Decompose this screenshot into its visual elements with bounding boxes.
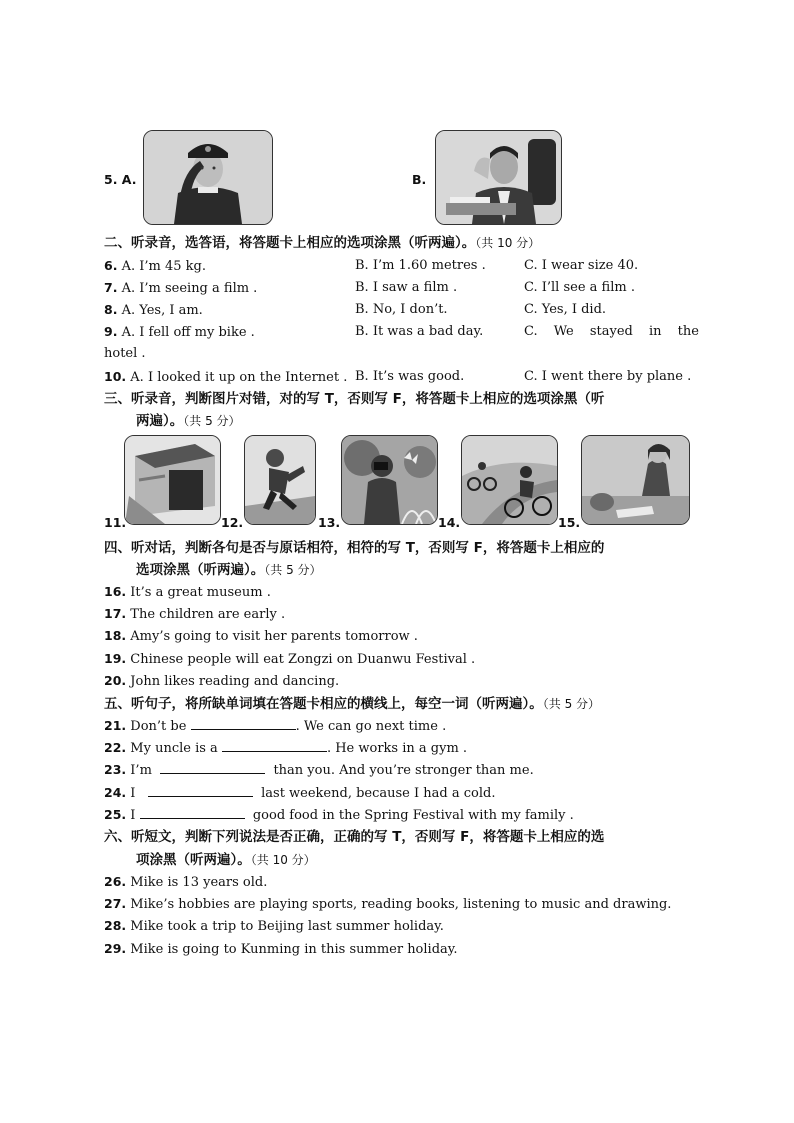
question-8-option-b: B. No, I don’t.	[355, 302, 448, 317]
option-a: A. I fell off my bike .	[121, 325, 255, 340]
question-number: 25.	[104, 807, 127, 822]
statement-16	[104, 583, 271, 602]
section-4-heading-line2	[136, 560, 322, 580]
section-6-title-line2: 项涂黑（听两遍）。	[136, 852, 251, 868]
section-2-heading	[104, 233, 540, 253]
statement-text: Mike’s hobbies are playing sports, reading books, listening to music and drawing.	[130, 897, 672, 912]
statement-text: Mike took a trip to Beijing last summer holiday.	[130, 919, 444, 934]
picture-label-15: 15.	[558, 515, 581, 530]
answer-blank[interactable]	[148, 784, 253, 797]
sentence-before: Don’t be	[130, 719, 187, 734]
question-9-option-c: C. We stayed in the	[524, 324, 699, 339]
answer-blank[interactable]	[160, 761, 265, 774]
section-5-points: （共 5 分）	[542, 697, 601, 711]
question-8-option-c: C. Yes, I did.	[524, 302, 607, 317]
section-3-points: （共 5 分）	[183, 414, 241, 428]
statement-text: It’s a great museum .	[130, 585, 271, 600]
section-4-points: （共 5 分）	[264, 563, 322, 577]
section-3-heading-line2	[136, 411, 241, 431]
question-number: 17.	[104, 606, 127, 621]
statement-18	[104, 627, 418, 646]
section-6-title: 六、听短文，判断下列说法是否正确，正确的写 T，否则写 F，将答题卡上相应的选	[104, 829, 605, 845]
question-number: 26.	[104, 874, 127, 889]
question-number: 24.	[104, 785, 127, 800]
running-boy-image	[244, 435, 316, 525]
police-officer-saluting-image	[143, 130, 273, 225]
q5-option-a-label: 5. A.	[104, 172, 137, 187]
statement-19	[104, 650, 475, 669]
statement-29	[104, 940, 458, 959]
sentence-before: I’m	[130, 763, 152, 778]
section-2-title: 二、听录音，选答语，将答题卡上相应的选项涂黑（听两遍）。	[104, 235, 476, 251]
statement-text: Amy’s going to visit her parents tomorrow .	[130, 629, 418, 644]
section-3-title: 三、听录音，判断图片对错，对的写 T，否则写 F，将答题卡上相应的选项涂黑（听	[104, 391, 605, 407]
option-a: A. I looked it up on the Internet .	[130, 370, 348, 385]
statement-17	[104, 605, 285, 624]
statement-text: Chinese people will eat Zongzi on Duanwu Festival .	[130, 652, 476, 667]
option-a: A. Yes, I am.	[121, 303, 203, 318]
picture-label-14: 14.	[438, 515, 461, 530]
sentence-after: than you. And you’re stronger than me.	[273, 763, 534, 778]
question-number: 29.	[104, 941, 127, 956]
question-number: 18.	[104, 628, 127, 643]
question-number: 22.	[104, 740, 127, 755]
sentence-before: My uncle is a	[130, 741, 218, 756]
statement-text: The children are early .	[130, 607, 286, 622]
question-number: 27.	[104, 896, 127, 911]
question-9	[104, 323, 255, 342]
question-number: 28.	[104, 918, 127, 933]
fill-blank-24	[104, 784, 495, 803]
section-3-title-line2: 两遍）。	[136, 413, 184, 429]
question-6-option-b: B. I’m 1.60 metres .	[355, 258, 486, 273]
sentence-after: last weekend, because I had a cold.	[261, 786, 496, 801]
sentence-before: I	[130, 786, 136, 801]
station-building-image	[124, 435, 221, 525]
question-6-option-c: C. I wear size 40.	[524, 258, 639, 273]
girl-drawing-image	[581, 435, 690, 525]
section-5-title: 五、听句子，将所缺单词填在答题卡相应的横线上，每空一词（听两遍）。	[104, 696, 543, 712]
statement-20	[104, 672, 339, 691]
fill-blank-25	[104, 806, 574, 825]
sentence-before: I	[130, 808, 136, 823]
section-6-heading-line2	[136, 850, 316, 870]
sentence-after: good food in the Spring Festival with my family .	[252, 808, 574, 823]
section-6-points: （共 10 分）	[250, 853, 316, 867]
question-number: 16.	[104, 584, 127, 599]
fill-blank-22	[104, 739, 467, 758]
statement-28	[104, 917, 444, 936]
option-a: A. I’m 45 kg.	[121, 259, 206, 274]
option-a: A. I’m seeing a film .	[121, 281, 258, 296]
section-4-title-line2: 选项涂黑（听两遍）。	[136, 562, 265, 578]
boy-camera-butterfly-image	[341, 435, 438, 525]
question-7-option-b: B. I saw a film .	[355, 280, 458, 295]
question-9-option-b: B. It was a bad day.	[355, 324, 484, 339]
section-2-points: （共 10 分）	[475, 236, 541, 250]
question-10	[104, 368, 347, 387]
answer-blank[interactable]	[140, 806, 245, 819]
question-number: 23.	[104, 762, 127, 777]
q5-option-b-label: B.	[412, 172, 427, 187]
statement-27	[104, 895, 671, 914]
fill-blank-23	[104, 761, 534, 780]
question-8	[104, 301, 203, 320]
picture-label-12: 12.	[221, 515, 244, 530]
statement-text: John likes reading and dancing.	[130, 674, 340, 689]
sentence-after: . We can go next time .	[295, 719, 447, 734]
section-4-title: 四、听对话，判断各句是否与原话相符，相符的写 T，否则写 F，将答题卡上相应的	[104, 540, 605, 556]
question-7-option-c: C. I’ll see a film .	[524, 280, 635, 295]
answer-blank[interactable]	[222, 739, 327, 752]
statement-26	[104, 873, 267, 892]
cycling-children-image	[461, 435, 558, 525]
question-number: 9.	[104, 324, 118, 339]
sentence-after: . He works in a gym .	[326, 741, 468, 756]
picture-label-13: 13.	[318, 515, 341, 530]
question-number: 7.	[104, 280, 118, 295]
picture-label-11: 11.	[104, 515, 127, 530]
businessman-phone-image	[435, 130, 562, 225]
section-5-heading	[104, 694, 600, 714]
question-number: 21.	[104, 718, 127, 733]
question-10-option-c: C. I went there by plane .	[524, 369, 692, 384]
question-10-option-b: B. It’s was good.	[355, 369, 465, 384]
question-9-option-c-wrap: hotel .	[104, 346, 146, 361]
statement-text: Mike is going to Kunming in this summer holiday.	[130, 942, 458, 957]
question-number: 10.	[104, 369, 127, 384]
question-6	[104, 257, 206, 276]
question-number: 20.	[104, 673, 127, 688]
question-number: 8.	[104, 302, 118, 317]
question-number: 6.	[104, 258, 118, 273]
statement-text: Mike is 13 years old.	[130, 875, 268, 890]
question-number: 19.	[104, 651, 127, 666]
fill-blank-21	[104, 717, 446, 736]
question-7	[104, 279, 257, 298]
answer-blank[interactable]	[191, 717, 296, 730]
